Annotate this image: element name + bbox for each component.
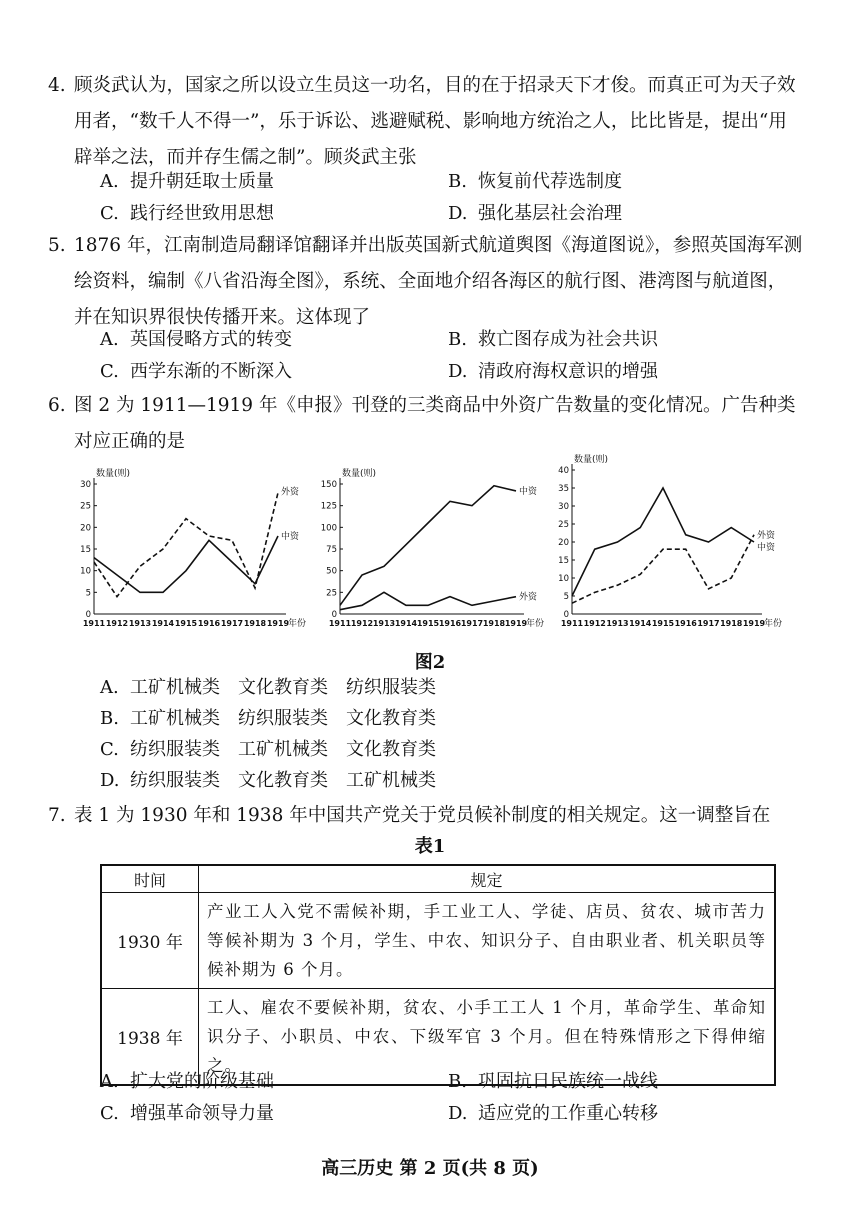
- y-tick-label: 40: [558, 466, 569, 476]
- option-d[interactable]: D. 强化基层社会治理: [448, 203, 622, 224]
- x-tick-label: 1916: [438, 619, 462, 628]
- y-tick-label: 150: [320, 480, 337, 490]
- option-b[interactable]: B. 巩固抗日民族统一战线: [448, 1071, 658, 1092]
- option-b[interactable]: B. 救亡图存成为社会共识: [448, 329, 658, 350]
- series-label: 外资: [519, 592, 538, 603]
- option-d[interactable]: D. 清政府海权意识的增强: [448, 361, 658, 382]
- x-tick-label: 1919: [266, 619, 290, 628]
- x-tick-label: 1913: [606, 619, 629, 628]
- y-tick-label: 0: [563, 610, 569, 620]
- question-number: 5.: [48, 235, 66, 256]
- series-label: 中资: [281, 532, 300, 542]
- y-tick-label: 15: [558, 556, 569, 566]
- y-tick-label: 20: [558, 538, 569, 548]
- option-c[interactable]: C. 增强革命领导力量: [100, 1103, 274, 1124]
- option-c[interactable]: C. 纺织服装类 工矿机械类 文化教育类: [100, 739, 436, 760]
- y-tick-label: 10: [558, 574, 569, 584]
- table-header-row: [101, 865, 775, 893]
- x-tick-label: 1919: [742, 619, 766, 628]
- table-title: 表1: [414, 836, 446, 857]
- x-tick-label: 1919: [504, 619, 528, 628]
- question-5: [48, 228, 804, 336]
- option-a[interactable]: A. 工矿机械类 文化教育类 纺织服装类: [100, 677, 436, 698]
- x-tick-label: 1914: [394, 619, 418, 628]
- question-number: 4.: [48, 75, 66, 96]
- question-stem: 顾炎武认为，国家之所以设立生员这一功名，目的在于招录天下才俊。而真正可为天子效用者，“数千人不得一”，乐于诉讼、逃避赋税、影响地方统治之人，比比皆是，提出“用辟举之法，而并存生儒之制”。顾炎武主张: [74, 75, 796, 168]
- option-b[interactable]: B. 恢复前代荐选制度: [448, 171, 622, 192]
- y-tick-label: 35: [558, 484, 569, 494]
- x-tick-label: 1914: [629, 619, 652, 628]
- table-cell-rule: 产业工人入党不需候补期，手工业工人、学徒、店员、贫农、城市苦力等候补期为 3 个月，学生、中农、知识分子、自由职业者、机关职员等候补期为 6 个月。: [199, 893, 776, 989]
- question-6: [48, 388, 804, 460]
- question-5-options: [100, 324, 800, 388]
- series-line: [340, 486, 516, 606]
- y-tick-label: 10: [80, 566, 91, 577]
- x-tick-label: 1913: [128, 619, 152, 628]
- x-tick-label: 1918: [482, 619, 506, 628]
- x-tick-label: 1916: [674, 619, 697, 628]
- x-tick-label: 1911: [328, 619, 352, 628]
- y-tick-label: 5: [85, 588, 91, 599]
- x-tick-label: 1915: [651, 619, 675, 628]
- x-tick-label: 1912: [583, 619, 606, 628]
- table-cell-time: 1938 年: [101, 989, 199, 1086]
- series-label: 外资: [281, 487, 300, 498]
- y-tick-label: 25: [326, 588, 337, 599]
- x-tick-label: 1917: [220, 619, 244, 628]
- series-line: [94, 493, 278, 597]
- option-d[interactable]: D. 纺织服装类 文化教育类 工矿机械类: [100, 770, 436, 791]
- x-tick-label: 1915: [174, 619, 198, 628]
- x-tick-label: 1917: [460, 619, 484, 628]
- y-axis-label: 数量(则): [342, 469, 377, 479]
- y-tick-label: 25: [558, 520, 569, 530]
- y-tick-label: 30: [80, 480, 91, 490]
- question-7: [48, 798, 804, 834]
- y-tick-label: 75: [326, 545, 337, 555]
- question-number: 7.: [48, 805, 66, 826]
- y-tick-label: 0: [85, 610, 91, 620]
- y-axis-label: 数量(则): [96, 469, 131, 479]
- option-d[interactable]: D. 适应党的工作重心转移: [448, 1103, 658, 1124]
- x-tick-label: 1918: [720, 619, 743, 628]
- page-footer: 高三历史 第 2 页(共 8 页): [321, 1158, 539, 1179]
- x-tick-label: 1914: [151, 619, 175, 628]
- option-c[interactable]: C. 西学东渐的不断深入: [100, 361, 292, 382]
- x-tick-label: 1912: [105, 619, 129, 628]
- series-line: [94, 536, 278, 592]
- option-a[interactable]: A. 扩大党的阶级基础: [100, 1071, 274, 1092]
- y-tick-label: 5: [563, 592, 569, 602]
- x-axis-label: 年份: [764, 619, 783, 629]
- figure-caption: 图2: [414, 652, 446, 673]
- y-axis-label: 数量(则): [574, 455, 609, 465]
- x-tick-label: 1911: [82, 619, 106, 628]
- option-b[interactable]: B. 工矿机械类 纺织服装类 文化教育类: [100, 708, 436, 729]
- option-a[interactable]: A. 英国侵略方式的转变: [100, 329, 292, 350]
- series-line: [572, 535, 754, 603]
- x-tick-label: 1915: [416, 619, 440, 628]
- chart-2: [318, 462, 558, 637]
- x-tick-label: 1917: [697, 619, 720, 628]
- table-header-time: 时间: [101, 865, 199, 893]
- option-c[interactable]: C. 践行经世致用思想: [100, 203, 274, 224]
- table-row: [101, 893, 775, 989]
- series-label: 中资: [757, 543, 776, 553]
- question-7-options: [100, 1066, 800, 1130]
- y-tick-label: 25: [80, 501, 91, 512]
- y-tick-label: 15: [80, 545, 91, 555]
- y-tick-label: 0: [331, 610, 337, 620]
- series-label: 中资: [519, 486, 538, 497]
- question-stem: 1876 年，江南制造局翻译馆翻译并出版英国新式航道舆图《海道图说》，参照英国海军测绘资料，编制《八省沿海全图》，系统、全面地介绍各海区的航行图、港湾图与航道图，并在知识界很快传播开来。这体现了: [74, 235, 803, 328]
- y-tick-label: 100: [320, 523, 337, 534]
- y-tick-label: 20: [80, 523, 91, 534]
- series-label: 外资: [757, 531, 776, 541]
- table-cell-rule: 工人、雇农不要候补期，贫农、小手工工人 1 个月，革命学生、革命知识分子、小职员、中农、下级军官 3 个月。但在特殊情形之下得伸缩之。: [199, 989, 776, 1086]
- x-axis-label: 年份: [526, 619, 545, 629]
- question-4-options: [100, 166, 800, 230]
- question-stem: 图 2 为 1911—1919 年《申报》刊登的三类商品中外资广告数量的变化情况。广告种类对应正确的是: [74, 395, 796, 452]
- x-tick-label: 1911: [560, 619, 584, 628]
- question-number: 6.: [48, 395, 66, 416]
- x-axis-label: 年份: [288, 619, 307, 629]
- question-stem: 表 1 为 1930 年和 1938 年中国共产党关于党员候补制度的相关规定。这一调整旨在: [74, 805, 771, 826]
- x-tick-label: 1913: [372, 619, 396, 628]
- series-line: [340, 592, 516, 609]
- y-tick-label: 30: [558, 502, 569, 512]
- chart-3: [548, 455, 798, 637]
- option-a[interactable]: A. 提升朝廷取士质量: [100, 171, 274, 192]
- x-tick-label: 1912: [350, 619, 374, 628]
- question-6-options: [100, 672, 800, 796]
- x-tick-label: 1918: [243, 619, 267, 628]
- table-cell-time: 1930 年: [101, 893, 199, 989]
- table-header-rule: 规定: [199, 865, 776, 893]
- x-tick-label: 1916: [197, 619, 221, 628]
- y-tick-label: 125: [320, 501, 337, 512]
- chart-1: [72, 462, 312, 637]
- question-4: [48, 68, 804, 176]
- rules-table: [100, 864, 776, 1086]
- y-tick-label: 50: [326, 566, 337, 577]
